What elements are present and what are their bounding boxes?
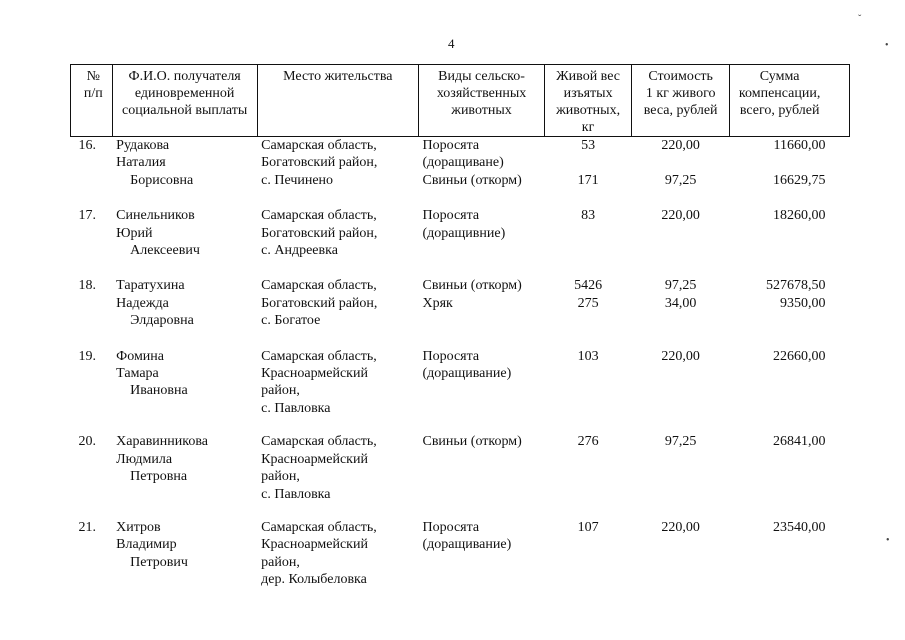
scan-speck: ˇ [858,14,862,25]
residence-line: Красноармейский [261,451,368,467]
line-gap [636,536,726,553]
residence-line: с. Богатое [261,313,321,329]
animal-kind [418,519,544,605]
recipient-name [112,277,257,347]
row-number-text: 20. [78,434,96,450]
recipient-name-line: Тамара [116,366,159,382]
live-weight-value: 53 [581,138,596,153]
animal-kind-line: Поросята [422,138,480,153]
table-row [71,433,850,519]
recipient-name-line: Элдаровна [130,313,194,329]
line-gap [734,225,826,242]
sum-value: 9350,00 [780,295,826,311]
sum-value: 527678,50 [766,278,826,294]
sum-value: 16629,75 [773,172,826,188]
header-line: Место жительства [283,69,393,84]
compensation-sum [730,433,850,519]
cost-per-kg [632,207,730,277]
recipient-name-line: Хитров [116,519,161,535]
sum-value: 26841,00 [773,434,826,450]
residence-line: Красноармейский [261,537,368,553]
cost-per-kg [632,519,730,605]
residence-line: Богатовский район, [261,225,378,241]
header-cost [632,65,730,137]
row-number-text: 21. [78,519,96,535]
header-line: хозяйственных [436,86,527,101]
recipient-name-line: Наталия [116,155,166,171]
scan-speck: • [886,535,890,546]
animal-kind-line: (доращиване) [422,155,504,171]
recipient-name-line: Надежда [116,295,169,311]
recipient-name-line: Синельников [116,208,195,224]
header-name [112,65,257,137]
animal-kind-line: (доращивние) [422,225,506,241]
table-row [71,137,850,208]
animal-kind-line: Поросята [422,519,480,535]
compensation-sum [730,519,850,605]
recipient-name-line: Таратухина [116,278,185,294]
compensation-sum [730,277,850,347]
cost-value: 220,00 [661,138,700,153]
row-number-text: 16. [78,138,96,153]
animal-kind-line: Поросята [422,208,480,224]
residence-line: с. Андреевка [261,243,338,259]
table-row [71,348,850,434]
header-line: веса, рублей [643,103,718,118]
header-line: Сумма [759,69,800,84]
live-weight-value: 107 [577,519,599,535]
header-line: Ф.И.О. получателя [128,69,241,84]
line-gap [549,154,628,171]
live-weight [545,519,632,605]
row-number-text: 17. [78,208,96,224]
residence-line: Самарская область, [261,434,377,450]
compensation-sum [730,207,850,277]
cost-per-kg [632,433,730,519]
live-weight-value: 83 [581,208,596,224]
cost-value: 220,00 [661,519,700,535]
recipient-name-line: Рудакова [116,138,170,153]
residence-line: Красноармейский [261,366,368,382]
header-line: Стоимость [648,69,713,84]
recipient-name-line: Юрий [116,225,153,241]
header-place [257,65,418,137]
live-weight [545,207,632,277]
header-line: п/п [83,86,103,101]
cost-value: 220,00 [661,348,700,364]
residence [257,433,418,519]
line-gap [734,365,826,382]
sum-value: 22660,00 [773,348,826,364]
header-num [71,65,113,137]
cost-value: 34,00 [664,295,697,311]
residence-line: район, [261,469,300,485]
residence [257,277,418,347]
recipient-name-line: Петрович [130,554,188,570]
row-number-text: 19. [78,348,96,364]
line-gap [549,365,628,382]
animal-kind-line: Свиньи (откорм) [422,434,522,450]
recipient-name [112,137,257,208]
table-row [71,207,850,277]
cost-value: 97,25 [664,434,697,450]
sum-value: 23540,00 [773,519,826,535]
page-number: 4 [448,36,455,51]
compensation-sum [730,137,850,208]
table-header-row [71,65,850,137]
live-weight [545,137,632,208]
residence [257,137,418,208]
residence-line: Богатовский район, [261,295,378,311]
animal-kind [418,277,544,347]
residence [257,207,418,277]
line-gap [636,365,726,382]
header-line: животных [451,103,512,118]
residence-line: Самарская область, [261,519,377,535]
cost-per-kg [632,277,730,347]
row-number [71,433,113,519]
recipient-name-line: Харавинникова [116,434,209,450]
residence-line: с. Печинено [261,172,334,188]
residence [257,348,418,434]
residence-line: с. Павловка [261,400,331,416]
animal-kind [418,137,544,208]
animal-kind [418,348,544,434]
header-line: Живой вес [556,69,620,84]
cost-per-kg [632,137,730,208]
cost-value: 220,00 [661,208,700,224]
header-line: всего, рублей [739,103,820,118]
header-line: социальной выплаты [122,103,248,118]
residence-line: Самарская область, [261,208,377,224]
residence-line: район, [261,383,300,399]
live-weight-value: 103 [577,348,599,364]
recipient-name-line: Фомина [116,348,165,364]
recipient-name [112,519,257,605]
header-line: № [86,69,100,84]
recipient-name-line: Владимир [116,537,177,553]
line-gap [734,536,826,553]
animal-kind-line: Хряк [422,295,453,311]
cost-per-kg [632,348,730,434]
line-gap [549,225,628,242]
table-row [71,277,850,347]
header-line: компенсации, [738,86,821,101]
row-number [71,277,113,347]
row-number [71,519,113,605]
live-weight-value: 275 [577,295,599,311]
line-gap [734,154,826,171]
live-weight [545,433,632,519]
scan-speck: • [885,40,889,51]
animal-kind-line: Поросята [422,348,480,364]
header-line: Виды сельско- [438,69,525,84]
residence-line: Богатовский район, [261,155,378,171]
live-weight-value: 276 [577,434,599,450]
header-line: кг [581,120,595,135]
animal-kind-line: (доращивание) [422,366,512,382]
recipient-name-line: Петровна [130,469,188,485]
cost-value: 97,25 [664,172,697,188]
residence [257,519,418,605]
recipient-name-line: Ивановна [130,383,188,399]
recipient-name [112,207,257,277]
residence-line: Самарская область, [261,138,377,153]
live-weight [545,348,632,434]
residence-line: Самарская область, [261,348,377,364]
live-weight-value: 171 [577,172,599,188]
residence-line: с. Павловка [261,486,331,502]
live-weight [545,277,632,347]
animal-kind-line: Свиньи (откорм) [422,172,522,188]
header-line: изъятых [563,86,613,101]
recipient-name [112,348,257,434]
header-sum [730,65,850,137]
row-number [71,137,113,208]
compensation-table [70,64,850,605]
header-line: животных, [556,103,621,118]
animal-kind-line: Свиньи (откорм) [422,278,522,294]
recipient-name-line: Алексеевич [130,243,200,259]
header-weight [545,65,632,137]
live-weight-value: 5426 [574,278,603,294]
animal-kind [418,207,544,277]
header-line: 1 кг живого [645,86,716,101]
compensation-sum [730,348,850,434]
recipient-name-line: Людмила [116,451,173,467]
residence-line: Самарская область, [261,278,377,294]
sum-value: 11660,00 [773,138,826,153]
residence-line: дер. Колыбеловка [261,572,367,588]
table-row [71,519,850,605]
cost-value: 97,25 [664,278,697,294]
table-body [71,137,850,605]
header-line: единовременной [134,86,235,101]
line-gap [636,154,726,171]
residence-line: район, [261,554,300,570]
row-number [71,348,113,434]
animal-kind-line: (доращивание) [422,537,512,553]
row-number [71,207,113,277]
animal-kind [418,433,544,519]
recipient-name-line: Борисовна [130,172,194,188]
sum-value: 18260,00 [773,208,826,224]
line-gap [636,225,726,242]
row-number-text: 18. [78,278,96,294]
line-gap [549,536,628,553]
header-kind [418,65,544,137]
recipient-name [112,433,257,519]
